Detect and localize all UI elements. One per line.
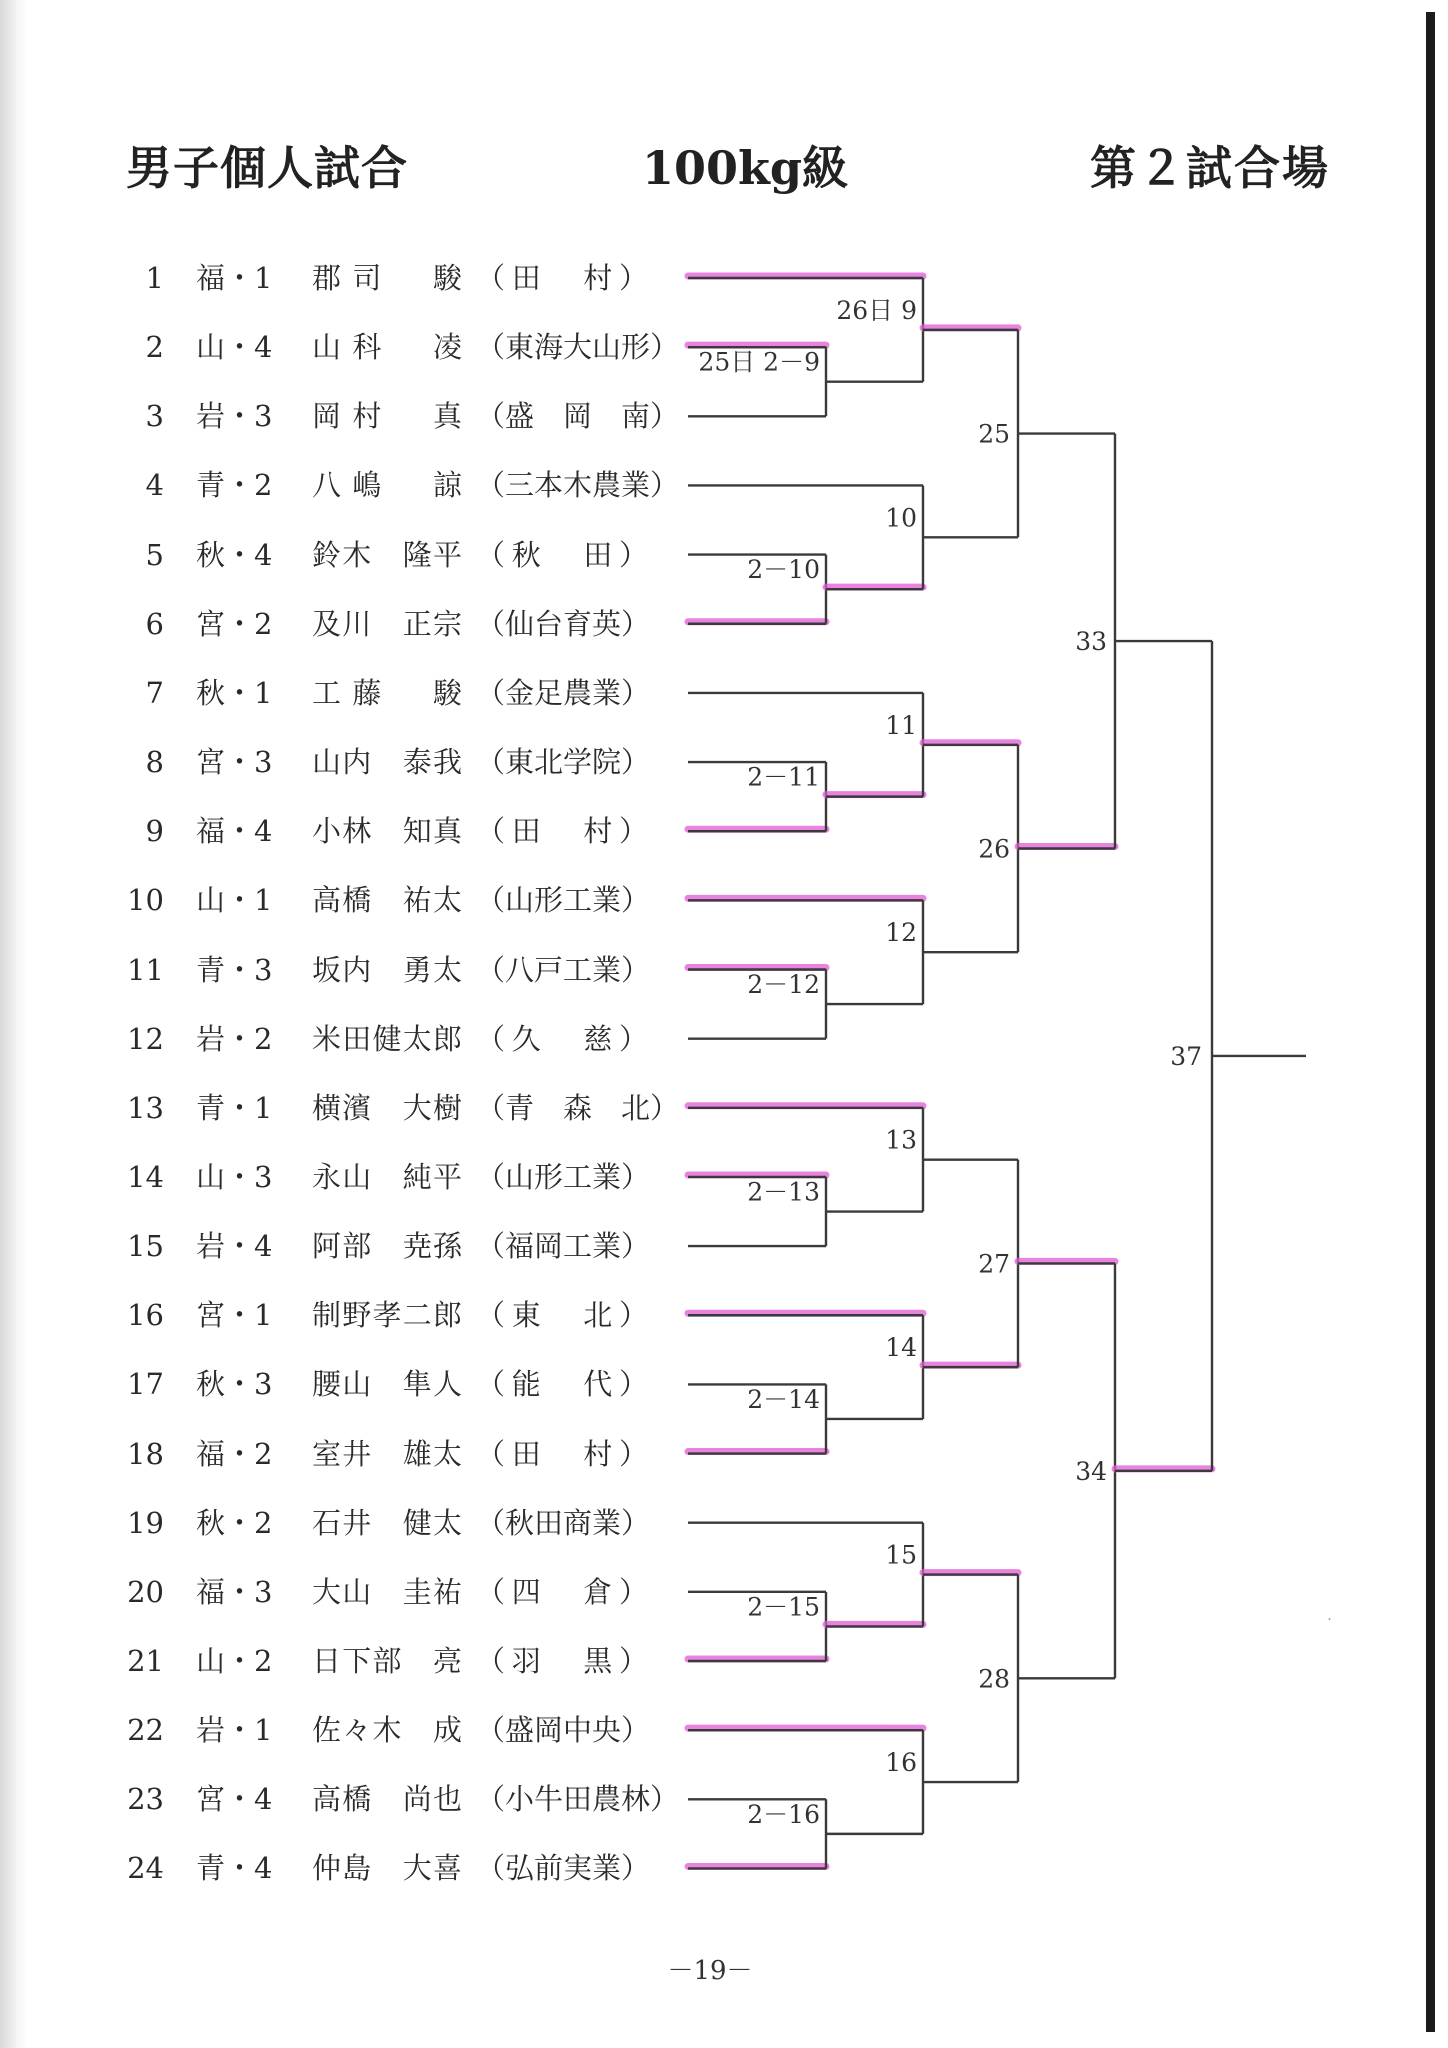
entry-name: 山科 凌 [312, 330, 462, 365]
entry-name: 佐々木 成 [312, 1713, 462, 1748]
match-number-label: 25日 2－9 [698, 347, 820, 377]
entry-school: （田 村） [476, 1436, 648, 1471]
entry-number: 15 [127, 1229, 164, 1264]
entry-number: 11 [127, 952, 164, 987]
entry-school: （福岡工業） [476, 1229, 651, 1264]
entry-school: （東北学院） [476, 745, 651, 780]
entry-school: （小牛田農林） [476, 1782, 680, 1817]
entry-school: （秋田商業） [476, 1505, 651, 1540]
final-match-label: 37 [1170, 1041, 1202, 1071]
entry-number: 10 [127, 883, 164, 918]
entry-prefecture-grade: 岩・3 [196, 399, 273, 434]
entry-number: 21 [127, 1644, 164, 1678]
entry-school: （弘前実業） [476, 1851, 651, 1886]
match-number-label: 2－12 [747, 970, 820, 1000]
entry-number: 9 [145, 814, 164, 849]
entry-name: 腰山 隼人 [312, 1367, 462, 1402]
entry-prefecture-grade: 青・2 [196, 468, 273, 503]
page-number: －19－ [667, 1956, 753, 1986]
match-number-label: 2－11 [747, 762, 820, 792]
entry-name: 岡村 真 [312, 399, 462, 434]
match-number-label: 2－10 [747, 555, 820, 585]
entry-school: （盛 岡 南） [476, 399, 680, 434]
match-number-label: 26 [978, 834, 1010, 864]
entry-prefecture-grade: 福・1 [196, 261, 273, 295]
entry-school: （三本木農業） [476, 468, 680, 503]
match-number-label: 13 [885, 1125, 917, 1155]
entry-number: 16 [127, 1298, 164, 1333]
entry-school: （四 倉） [476, 1574, 648, 1609]
entry-name: 制野孝二郎 [312, 1298, 462, 1333]
entry-prefecture-grade: 宮・3 [196, 745, 273, 780]
match-number-label: 15 [885, 1540, 917, 1570]
entry-number: 1 [145, 261, 164, 295]
match-number-label: 33 [1075, 627, 1107, 657]
entry-school: （山形工業） [476, 883, 651, 918]
entry-number: 8 [145, 745, 164, 780]
entry-prefecture-grade: 福・3 [196, 1574, 273, 1609]
entry-school: （田 村） [476, 814, 648, 849]
entry-number: 2 [145, 330, 164, 365]
weight-class: 100kg級 [642, 141, 849, 195]
match-number-label: 2－14 [747, 1384, 820, 1414]
entry-school: （金足農業） [476, 675, 651, 710]
entry-prefecture-grade: 岩・4 [196, 1229, 273, 1264]
match-number-label: 34 [1075, 1456, 1107, 1486]
entry-school: （山形工業） [476, 1159, 651, 1194]
entry-name: 山内 泰我 [312, 745, 462, 780]
entry-name: 小林 知真 [312, 814, 462, 849]
entry-school: （能 代） [476, 1367, 648, 1402]
entry-prefecture-grade: 福・4 [196, 814, 273, 849]
entry-number: 6 [145, 606, 164, 641]
entry-name: 高橋 尚也 [312, 1782, 462, 1817]
entry-name: 室井 雄太 [312, 1436, 462, 1471]
match-number-label: 10 [885, 503, 917, 533]
entry-prefecture-grade: 岩・1 [196, 1713, 273, 1748]
entry-number: 23 [127, 1782, 164, 1817]
entry-school: （久 慈） [476, 1021, 648, 1056]
entry-name: 永山 純平 [312, 1159, 462, 1194]
entry-number: 14 [127, 1159, 164, 1194]
venue-label: 第２試合場 [1090, 141, 1330, 195]
match-number-label: 27 [978, 1249, 1010, 1279]
entry-name: 及川 正宗 [312, 606, 462, 641]
match-number-label: 2－16 [747, 1799, 820, 1829]
entry-prefecture-grade: 山・4 [196, 330, 273, 365]
entry-number: 17 [127, 1367, 164, 1402]
entry-school: （青 森 北） [476, 1090, 680, 1125]
entry-number: 12 [127, 1021, 164, 1056]
match-number-label: 12 [885, 918, 917, 948]
entry-number: 5 [145, 537, 164, 572]
entry-school: （田 村） [476, 261, 648, 295]
entry-number: 24 [127, 1851, 164, 1886]
entry-name: 大山 圭祐 [312, 1574, 462, 1609]
entry-name: 横濱 大樹 [312, 1090, 462, 1125]
match-number-label: 14 [885, 1333, 917, 1363]
entry-school: （秋 田） [476, 537, 648, 572]
entry-prefecture-grade: 秋・4 [196, 537, 273, 572]
entry-name: 郡司 駿 [312, 261, 462, 295]
entry-name: 日下部 亮 [312, 1644, 462, 1678]
entry-name: 石井 健太 [312, 1505, 462, 1540]
entry-prefecture-grade: 宮・2 [196, 606, 273, 641]
match-number-label: 2－13 [747, 1177, 820, 1207]
match-number-label: 2－15 [747, 1592, 820, 1622]
entry-school: （八戸工業） [476, 952, 651, 987]
match-number-label: 28 [978, 1664, 1010, 1694]
entry-prefecture-grade: 秋・1 [196, 675, 273, 710]
entry-prefecture-grade: 山・3 [196, 1159, 273, 1194]
entry-school: （仙台育英） [476, 606, 651, 641]
entry-prefecture-grade: 秋・3 [196, 1367, 273, 1402]
entry-name: 仲島 大喜 [312, 1851, 462, 1886]
entry-prefecture-grade: 山・1 [196, 883, 273, 918]
entry-name: 工藤 駿 [312, 675, 462, 710]
entry-prefecture-grade: 福・2 [196, 1436, 273, 1471]
entry-prefecture-grade: 宮・1 [196, 1298, 273, 1333]
match-number-label: 26日 9 [836, 295, 917, 325]
entry-prefecture-grade: 秋・2 [196, 1505, 273, 1540]
entry-number: 22 [127, 1713, 164, 1748]
entry-number: 13 [127, 1090, 164, 1125]
match-number-label: 11 [885, 710, 917, 740]
entry-prefecture-grade: 岩・2 [196, 1021, 273, 1056]
event-title: 男子個人試合 [126, 141, 408, 195]
entry-name: 米田健太郎 [312, 1021, 462, 1056]
entry-prefecture-grade: 青・1 [196, 1090, 273, 1125]
entry-number: 18 [127, 1436, 164, 1471]
entry-name: 鈴木 隆平 [312, 537, 462, 572]
entry-school: （羽 黒） [476, 1644, 648, 1678]
entry-name: 八嶋 諒 [312, 468, 462, 503]
entry-prefecture-grade: 青・4 [196, 1851, 273, 1886]
entry-number: 20 [127, 1574, 164, 1609]
match-number-label: 25 [978, 419, 1010, 449]
entry-prefecture-grade: 山・2 [196, 1644, 273, 1678]
entry-school: （東 北） [476, 1298, 648, 1333]
match-number-label: 16 [885, 1748, 917, 1778]
entry-prefecture-grade: 青・3 [196, 952, 273, 987]
entry-name: 高橋 祐太 [312, 883, 462, 918]
entry-name: 坂内 勇太 [312, 952, 462, 987]
entry-number: 7 [145, 675, 164, 710]
entry-number: 19 [127, 1505, 164, 1540]
entry-prefecture-grade: 宮・4 [196, 1782, 273, 1817]
entry-name: 阿部 尭孫 [312, 1229, 462, 1264]
scan-speck: ･ [1327, 1615, 1332, 1626]
entry-number: 4 [145, 468, 164, 503]
entry-number: 3 [145, 399, 164, 434]
entry-school: （東海大山形） [476, 330, 680, 365]
entry-school: （盛岡中央） [476, 1713, 651, 1748]
